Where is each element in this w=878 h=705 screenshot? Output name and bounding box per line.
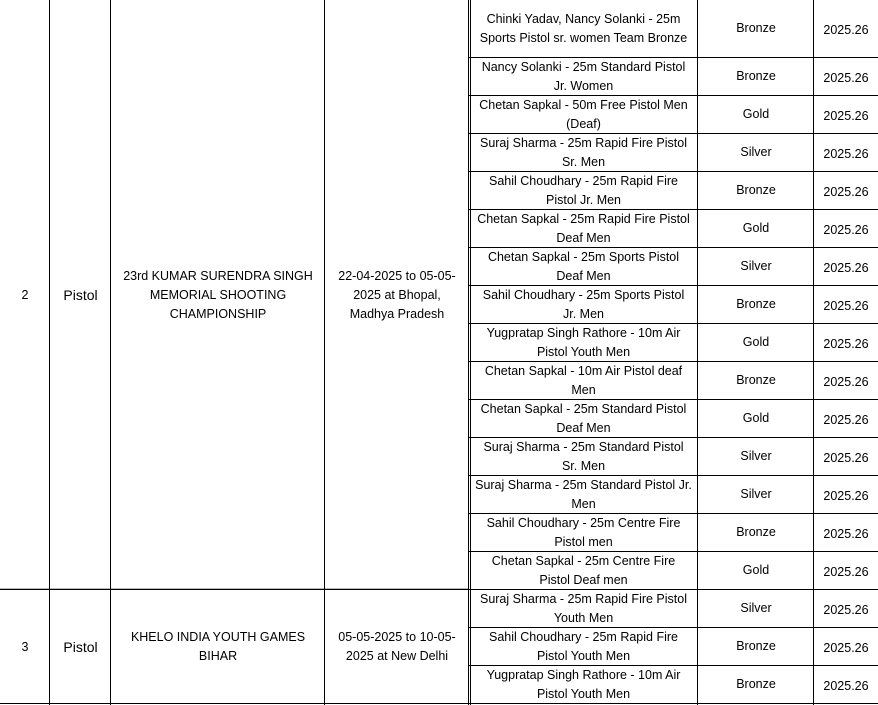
event-description: Chetan Sapkal - 25m Centre Fire Pistol Deaf men [491,554,676,587]
season-cell: 2025.26 [823,299,869,313]
discipline-cell: Pistol [63,286,98,303]
event-description: Sahil Choudhary - 25m Sports Pistol Jr. Men [482,288,685,321]
season-cell: 2025.26 [823,223,869,237]
medal-cell: Bronze [736,20,776,35]
event-description: Sahil Choudhary - 25m Rapid Fire Pistol Jr. Men [489,174,678,207]
medal-cell: Bronze [736,68,776,83]
event-description: Suraj Sharma - 25m Standard Pistol Sr. Men [483,440,684,473]
medal-cell: Gold [742,562,770,577]
row-divider [469,247,878,248]
row-divider [469,285,878,286]
row-divider [469,437,878,438]
medal-cell: Bronze [736,638,776,653]
discipline-cell: Pistol [63,638,98,655]
event-description: Sahil Choudhary - 25m Centre Fire Pistol men [486,516,681,549]
event-description: Chinki Yadav, Nancy Solanki - 25m Sports Pistol sr. women Team Bronze [479,12,688,45]
row-divider [469,323,878,324]
medal-cell: Gold [742,334,770,349]
season-cell: 2025.26 [823,451,869,465]
season-cell: 2025.26 [823,71,869,85]
column-divider [49,0,50,705]
medal-cell: Silver [740,448,772,463]
medal-cell: Gold [742,220,770,235]
medal-cell: Silver [740,486,772,501]
event-description: Suraj Sharma - 25m Rapid Fire Pistol Sr. Men [479,136,688,169]
column-divider [468,0,469,705]
season-cell: 2025.26 [823,679,869,693]
season-cell: 2025.26 [823,603,869,617]
medal-cell: Bronze [736,676,776,691]
table-bottom-border [0,703,878,704]
season-cell: 2025.26 [823,565,869,579]
row-divider [469,551,878,552]
season-cell: 2025.26 [823,261,869,275]
serial-number: 3 [21,639,29,654]
column-divider [110,0,111,705]
season-cell: 2025.26 [823,185,869,199]
grid-line [0,588,469,589]
date-venue: 22-04-2025 to 05-05-2025 at Bhopal, Madhya Pradesh [338,268,456,321]
column-divider [470,0,471,705]
row-divider [469,399,878,400]
season-cell: 2025.26 [823,641,869,655]
row-divider [469,665,878,666]
event-description: Chetan Sapkal - 10m Air Pistol deaf Men [484,364,683,397]
row-divider [469,627,878,628]
season-cell: 2025.26 [823,337,869,351]
event-description: Suraj Sharma - 25m Rapid Fire Pistol Youth Men [479,592,688,625]
championship-name: 23rd KUMAR SURENDRA SINGH MEMORIAL SHOOTING CHAMPIONSHIP [123,268,313,321]
row-divider [469,133,878,134]
medal-cell: Silver [740,600,772,615]
event-description: Suraj Sharma - 25m Standard Pistol Jr. Men [475,478,692,511]
date-venue: 05-05-2025 to 10-05-2025 at New Delhi [338,630,456,663]
medal-cell: Bronze [736,296,776,311]
row-divider [469,57,878,58]
championship-name: KHELO INDIA YOUTH GAMES BIHAR [130,630,306,663]
row-divider [469,513,878,514]
group-divider [0,589,878,590]
event-description: Nancy Solanki - 25m Standard Pistol Jr. Women [481,60,686,93]
medal-cell: Bronze [736,182,776,197]
season-cell: 2025.26 [823,109,869,123]
row-divider [469,95,878,96]
season-cell: 2025.26 [823,413,869,427]
row-divider [469,171,878,172]
row-divider [469,475,878,476]
season-cell: 2025.26 [823,375,869,389]
row-divider [469,361,878,362]
event-description: Chetan Sapkal - 25m Sports Pistol Deaf Men [487,250,680,283]
column-divider [697,0,698,705]
event-description: Yugpratap Singh Rathore - 10m Air Pistol Youth Men [486,668,681,701]
event-description: Chetan Sapkal - 25m Rapid Fire Pistol Deaf Men [477,212,690,245]
medal-cell: Silver [740,144,772,159]
medal-cell: Bronze [736,524,776,539]
medal-cell: Gold [742,106,770,121]
event-description: Yugpratap Singh Rathore - 10m Air Pistol Youth Men [486,326,681,359]
season-cell: 2025.26 [823,489,869,503]
medal-cell: Bronze [736,372,776,387]
medal-cell: Gold [742,410,770,425]
medal-cell: Silver [740,258,772,273]
event-description: Chetan Sapkal - 25m Standard Pistol Deaf Men [480,402,687,435]
serial-number: 2 [21,287,29,302]
row-divider [469,209,878,210]
column-divider [324,0,325,705]
season-cell: 2025.26 [823,527,869,541]
column-divider [813,0,814,705]
event-description: Chetan Sapkal - 50m Free Pistol Men (Deaf) [479,98,688,131]
season-cell: 2025.26 [823,23,869,37]
event-description: Sahil Choudhary - 25m Rapid Fire Pistol Youth Men [489,630,678,663]
season-cell: 2025.26 [823,147,869,161]
